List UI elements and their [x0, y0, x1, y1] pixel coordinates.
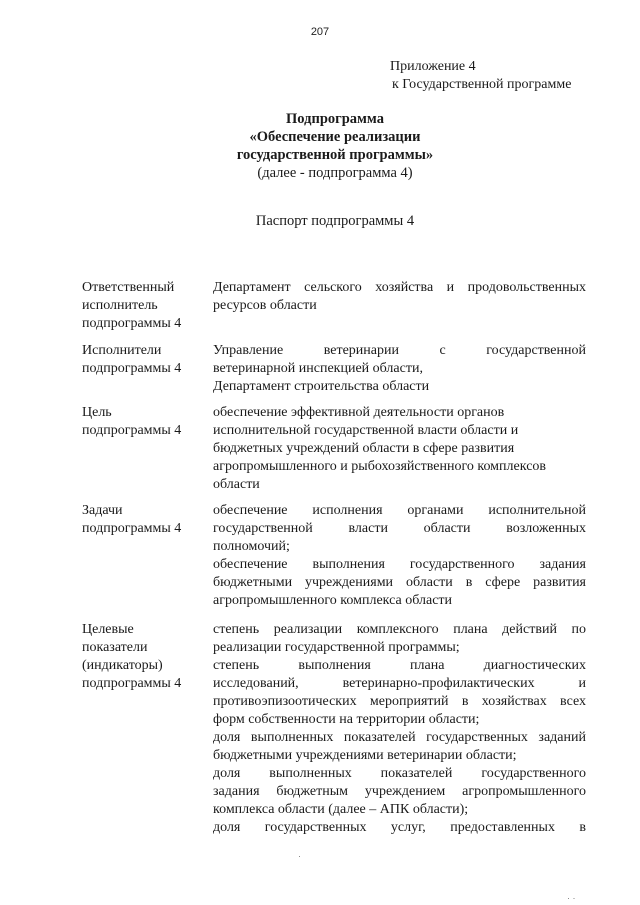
text-line: обеспечение выполнения государственного задания: [213, 557, 586, 572]
text-line: бюджетными учреждениями области в сфере развития: [213, 575, 586, 590]
scan-dot: ·: [298, 851, 301, 861]
text-line: задания бюджетным учреждением агропромышленного: [213, 784, 586, 799]
title-line-4: (далее - подпрограмма 4): [257, 165, 413, 181]
label-line: Задачи: [82, 503, 123, 518]
label-line: (индикаторы): [82, 658, 163, 673]
text-line: противоэпизоотических мероприятий в хозяйствах всех: [213, 694, 586, 709]
row-text: [213, 404, 586, 494]
text-line: форм собственности на территории области;: [213, 712, 480, 727]
text-line: агропромышленного и рыбохозяйственного комплексов: [213, 459, 547, 474]
text-line: доля выполненных показателей государственных заданий: [213, 730, 586, 745]
title-line-1: Подпрограмма: [286, 111, 384, 127]
text-line: обеспечение эффективной деятельности органов: [213, 405, 505, 420]
text-line: ресурсов области: [213, 298, 317, 313]
row-text: [213, 621, 586, 837]
label-line: подпрограммы 4: [82, 361, 182, 376]
text-line: доля выполненных показателей государственного: [213, 766, 586, 781]
row-text: [213, 342, 586, 396]
text-line: агропромышленного комплекса области: [213, 593, 453, 608]
text-line: исполнительной государственной власти области и: [213, 423, 519, 438]
label-line: подпрограммы 4: [82, 423, 182, 438]
text-line: Департамент строительства области: [213, 379, 430, 394]
text-line: области: [213, 477, 260, 492]
passport-heading: Паспорт подпрограммы 4: [255, 213, 415, 229]
text-line: Управление ветеринарии с государственной: [213, 343, 586, 358]
label-line: Исполнители: [82, 343, 162, 358]
page-number: 207: [310, 26, 330, 38]
row-label: [82, 279, 207, 333]
text-line: ветеринарной инспекцией области,: [213, 361, 423, 376]
scan-dots: · ·: [567, 893, 576, 903]
label-line: показатели: [82, 640, 148, 655]
appendix-note: [390, 58, 571, 94]
text-line: степень реализации комплексного плана действий по: [213, 622, 586, 637]
text-line: степень выполнения плана диагностических: [213, 658, 586, 673]
text-line: исследований, ветеринарно-профилактических и: [213, 676, 586, 691]
label-line: Ответственный: [82, 280, 175, 295]
title-line-3: государственной программы»: [236, 147, 434, 163]
text-line: реализации государственной программы;: [213, 640, 460, 655]
row-text: [213, 502, 586, 610]
label-line: Целевые: [82, 622, 134, 637]
row-label: [82, 404, 207, 440]
text-line: обеспечение исполнения органами исполнительной: [213, 503, 586, 518]
text-line: государственной власти области возложенных: [213, 521, 586, 536]
text-line: бюджетных учреждений области в сфере развития: [213, 441, 515, 456]
appendix-line-2: к Государственной программе: [392, 77, 572, 92]
label-line: подпрограммы 4: [82, 316, 182, 331]
text-line: Департамент сельского хозяйства и продовольственных: [213, 280, 586, 295]
row-label: [82, 502, 207, 538]
row-label: [82, 621, 207, 693]
label-line: Цель: [82, 405, 112, 420]
row-label: [82, 342, 207, 378]
label-line: исполнитель: [82, 298, 158, 313]
subprogram-title: [0, 110, 640, 182]
label-line: подпрограммы 4: [82, 676, 182, 691]
text-line: полномочий;: [213, 539, 290, 554]
text-line: доля государственных услуг, предоставленных в: [213, 820, 586, 835]
label-line: подпрограммы 4: [82, 521, 182, 536]
row-text: [213, 279, 586, 315]
text-line: бюджетными учреждениями ветеринарии области;: [213, 748, 517, 763]
appendix-line-1: Приложение 4: [390, 59, 476, 74]
text-line: комплекса области (далее – АПК области);: [213, 802, 469, 817]
title-line-2: «Обеспечение реализации: [249, 129, 421, 145]
